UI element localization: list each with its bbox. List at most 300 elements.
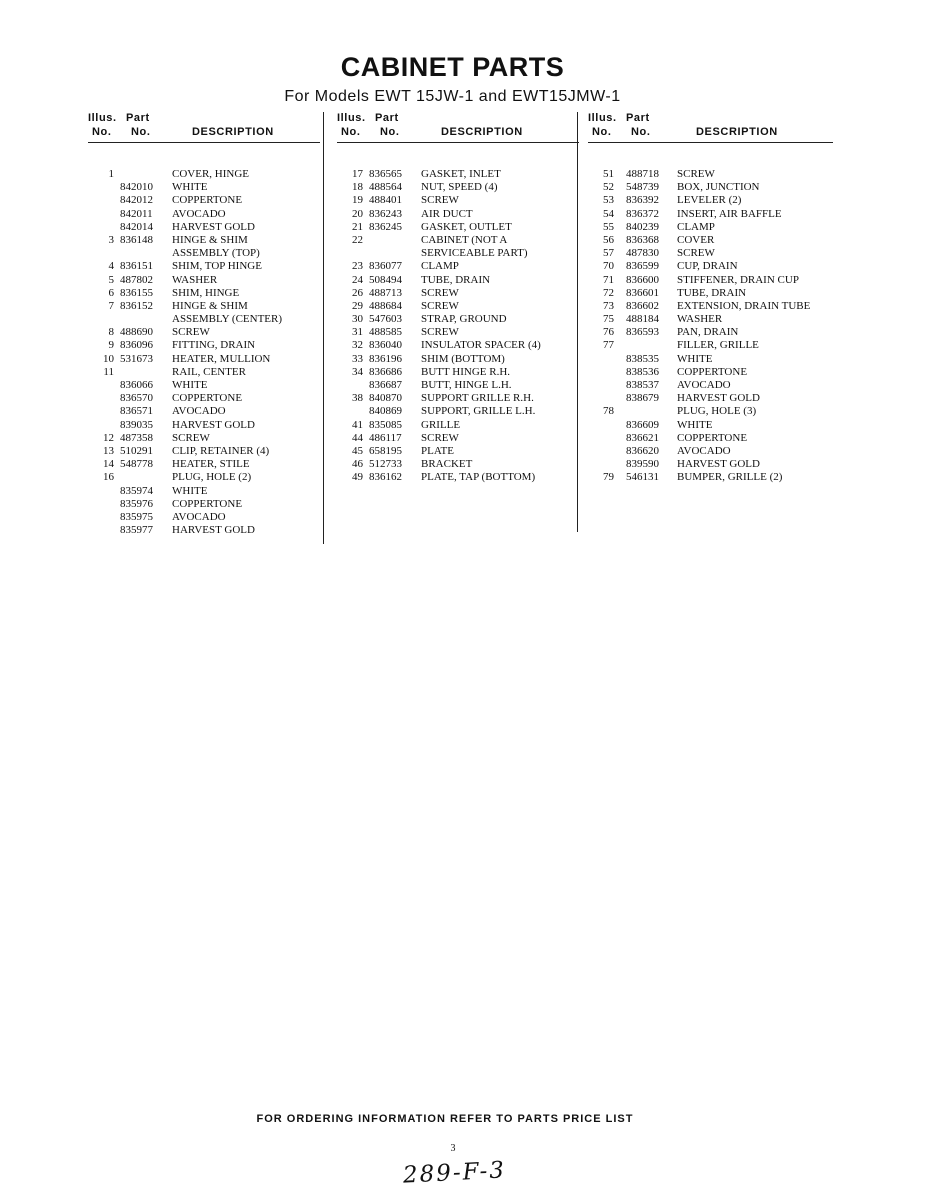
part-description: COPPERTONE <box>172 194 243 207</box>
part-description: AVOCADO <box>172 510 226 523</box>
part-number: 836155 <box>120 286 153 299</box>
part-number: 486117 <box>369 431 402 444</box>
header-rule <box>88 142 320 143</box>
header-description: DESCRIPTION <box>696 126 778 138</box>
part-description: BUTT, HINGE L.H. <box>421 379 512 391</box>
illus-number: 4 <box>108 260 114 273</box>
part-description: AVOCADO <box>172 207 226 220</box>
part-description: HARVEST GOLD <box>172 220 255 233</box>
illus-number: 1 <box>108 168 114 180</box>
table-row <box>337 379 579 392</box>
illus-number: 56 <box>603 233 614 246</box>
part-description: TUBE, DRAIN <box>677 286 747 299</box>
table-row <box>337 313 579 326</box>
part-number: 836368 <box>626 233 659 246</box>
table-row <box>337 247 579 260</box>
part-description: COVER, HINGE <box>172 168 249 180</box>
table-row <box>337 287 579 300</box>
part-number: 488718 <box>626 168 659 180</box>
table-row <box>588 181 833 194</box>
column-header <box>588 110 833 142</box>
part-description: PAN, DRAIN <box>677 326 739 339</box>
part-number: 836151 <box>120 260 153 273</box>
illus-number: 14 <box>103 458 114 471</box>
table-row <box>588 445 833 458</box>
illus-number: 57 <box>603 247 614 260</box>
part-description: SHIM (BOTTOM) <box>421 352 505 365</box>
table-row <box>588 379 833 392</box>
part-description: CLAMP <box>421 260 459 273</box>
illus-number: 9 <box>108 339 114 352</box>
part-number: 658195 <box>369 444 402 457</box>
part-description: SCREW <box>421 431 459 444</box>
illus-number: 79 <box>603 471 614 484</box>
part-description: AVOCADO <box>677 444 731 457</box>
illus-number: 54 <box>603 207 614 220</box>
illus-number: 38 <box>352 392 363 405</box>
part-number: 836096 <box>120 339 153 352</box>
part-number: 547603 <box>369 313 402 326</box>
illus-number: 13 <box>103 444 114 457</box>
illus-number: 51 <box>603 168 614 180</box>
table-row <box>337 353 579 366</box>
table-row <box>588 208 833 221</box>
part-description: COPPERTONE <box>677 431 748 444</box>
illus-number: 21 <box>352 220 363 233</box>
table-row <box>337 260 579 273</box>
table-row <box>588 287 833 300</box>
illus-number: 76 <box>603 326 614 339</box>
header-part-no: No. <box>131 126 151 138</box>
table-row <box>337 366 579 379</box>
part-description: BUTT HINGE R.H. <box>421 365 511 378</box>
part-description: HARVEST GOLD <box>172 418 255 431</box>
part-description: RAIL, CENTER <box>172 365 246 378</box>
part-description: PLUG, HOLE (2) <box>172 471 252 484</box>
part-description: HEATER, STILE <box>172 458 250 471</box>
part-description: CLIP, RETAINER (4) <box>172 444 270 457</box>
column-divider <box>577 112 578 532</box>
part-description: SCREW <box>421 299 459 312</box>
illus-number: 73 <box>603 299 614 312</box>
part-description: PLUG, HOLE (3) <box>677 405 757 418</box>
table-row <box>588 313 833 326</box>
part-description: WHITE <box>172 484 208 497</box>
part-number: 510291 <box>120 444 153 457</box>
part-description: HARVEST GOLD <box>172 524 255 537</box>
header-description: DESCRIPTION <box>441 126 523 138</box>
table-row <box>88 208 320 221</box>
table-row <box>88 485 320 498</box>
table-row <box>88 287 320 300</box>
illus-number: 70 <box>603 260 614 273</box>
part-number: 836601 <box>626 286 659 299</box>
illus-number: 78 <box>603 405 614 418</box>
part-number: 488690 <box>120 326 153 339</box>
table-row <box>337 419 579 432</box>
illus-number: 23 <box>352 260 363 273</box>
header-part-no: No. <box>631 126 651 138</box>
illus-number: 12 <box>103 431 114 444</box>
part-description: COPPERTONE <box>172 392 243 405</box>
header-illus: Illus. <box>337 112 366 124</box>
part-number: 836565 <box>369 168 402 180</box>
part-number: 836162 <box>369 471 402 484</box>
part-number: 488401 <box>369 194 402 207</box>
illus-number: 18 <box>352 181 363 194</box>
part-number: 835974 <box>120 484 153 497</box>
table-row <box>588 471 833 484</box>
part-number: 487830 <box>626 247 659 260</box>
part-description: NUT, SPEED (4) <box>421 181 498 194</box>
illus-number: 30 <box>352 313 363 326</box>
part-number: 836609 <box>626 418 659 431</box>
part-description: SCREW <box>677 247 715 260</box>
table-row <box>88 524 320 537</box>
table-row <box>337 405 579 418</box>
part-number: 835975 <box>120 510 153 523</box>
part-description: WASHER <box>677 313 723 326</box>
part-description: INSERT, AIR BAFFLE <box>677 207 782 220</box>
part-number: 835085 <box>369 418 402 431</box>
illus-number: 11 <box>103 365 114 378</box>
illus-number: 49 <box>352 471 363 484</box>
part-number: 836077 <box>369 260 402 273</box>
part-number: 836620 <box>626 444 659 457</box>
table-row <box>88 392 320 405</box>
illus-number: 71 <box>603 273 614 286</box>
header-description: DESCRIPTION <box>192 126 274 138</box>
illus-number: 53 <box>603 194 614 207</box>
page-title: CABINET PARTS <box>340 52 565 82</box>
part-description: CABINET (NOT A <box>421 233 508 246</box>
header-illus-no: No. <box>592 126 612 138</box>
part-description: SERVICEABLE PART) <box>421 247 528 260</box>
part-description: SUPPORT GRILLE R.H. <box>421 392 534 405</box>
table-row <box>88 274 320 287</box>
table-row <box>588 300 833 313</box>
part-number: 487358 <box>120 431 153 444</box>
part-description: PLATE <box>421 444 454 457</box>
part-number: 840870 <box>369 392 402 405</box>
part-description: HINGE & SHIM <box>172 233 248 246</box>
part-description: STIFFENER, DRAIN CUP <box>677 273 799 286</box>
illus-number: 6 <box>108 286 114 299</box>
illus-number: 24 <box>352 273 363 286</box>
part-number: 836243 <box>369 207 402 220</box>
illus-number: 17 <box>352 168 363 180</box>
part-description: BOX, JUNCTION <box>677 181 760 194</box>
illus-number: 44 <box>352 431 363 444</box>
part-number: 842014 <box>120 220 153 233</box>
illus-number: 8 <box>108 326 114 339</box>
part-description: HEATER, MULLION <box>172 352 271 365</box>
table-row <box>337 208 579 221</box>
illus-number: 52 <box>603 181 614 194</box>
page-subtitle: For Models EWT 15JW-1 and EWT15JMW-1 <box>284 88 621 105</box>
table-row <box>88 247 320 260</box>
column-header <box>337 110 579 142</box>
table-row <box>337 274 579 287</box>
part-description: SCREW <box>172 431 210 444</box>
table-row <box>588 260 833 273</box>
parts-column-1 <box>88 110 320 537</box>
part-number: 840239 <box>626 220 659 233</box>
header-part: Part <box>375 112 399 124</box>
part-description: SCREW <box>421 326 459 339</box>
part-number: 488684 <box>369 299 402 312</box>
column-divider <box>323 112 324 544</box>
table-row <box>88 260 320 273</box>
table-row <box>588 432 833 445</box>
table-row <box>88 181 320 194</box>
part-number: 546131 <box>626 471 659 484</box>
table-row <box>337 458 579 471</box>
part-description: COPPERTONE <box>172 497 243 510</box>
table-row <box>88 419 320 432</box>
table-row <box>88 445 320 458</box>
illus-number: 32 <box>352 339 363 352</box>
illus-number: 5 <box>108 273 114 286</box>
part-number: 836687 <box>369 379 402 391</box>
table-row <box>88 432 320 445</box>
part-number: 836392 <box>626 194 659 207</box>
table-row <box>88 405 320 418</box>
part-description: EXTENSION, DRAIN TUBE <box>677 299 811 312</box>
part-number: 548778 <box>120 458 153 471</box>
illus-number: 29 <box>352 299 363 312</box>
part-number: 836152 <box>120 299 153 312</box>
table-row <box>337 326 579 339</box>
part-number: 488585 <box>369 326 402 339</box>
table-row <box>588 326 833 339</box>
part-number: 842010 <box>120 181 153 194</box>
table-row <box>88 221 320 234</box>
illus-number: 41 <box>352 418 363 431</box>
part-number: 487802 <box>120 273 153 286</box>
part-number: 836148 <box>120 233 153 246</box>
parts-column-3 <box>588 110 833 485</box>
part-number: 488713 <box>369 286 402 299</box>
table-row <box>588 168 833 181</box>
part-number: 836599 <box>626 260 659 273</box>
table-row <box>88 326 320 339</box>
header-part: Part <box>126 112 150 124</box>
part-description: LEVELER (2) <box>677 194 742 207</box>
table-row <box>88 168 320 181</box>
part-number: 838536 <box>626 365 659 378</box>
part-description: STRAP, GROUND <box>421 313 507 326</box>
table-row <box>337 471 579 484</box>
table-row <box>588 274 833 287</box>
header-illus: Illus. <box>588 112 617 124</box>
part-number: 842011 <box>120 207 153 220</box>
part-description: BRACKET <box>421 458 473 471</box>
illus-number: 10 <box>103 352 114 365</box>
table-row <box>588 353 833 366</box>
table-row <box>337 339 579 352</box>
part-number: 839035 <box>120 418 153 431</box>
table-row <box>588 419 833 432</box>
part-description: HARVEST GOLD <box>677 392 760 405</box>
parts-rows <box>337 168 579 485</box>
part-number: 512733 <box>369 458 402 471</box>
table-row <box>337 445 579 458</box>
table-row <box>588 458 833 471</box>
part-number: 531673 <box>120 352 153 365</box>
parts-rows <box>588 168 833 485</box>
handwritten-note: 289-F-3 <box>402 1157 507 1189</box>
part-description: ASSEMBLY (TOP) <box>172 247 260 260</box>
part-description: AIR DUCT <box>421 207 473 220</box>
table-row <box>588 234 833 247</box>
part-description: CUP, DRAIN <box>677 260 738 273</box>
table-row <box>337 432 579 445</box>
part-description: GASKET, INLET <box>421 168 501 180</box>
table-row <box>88 458 320 471</box>
part-description: HARVEST GOLD <box>677 458 760 471</box>
table-row <box>588 247 833 260</box>
table-row <box>337 300 579 313</box>
part-description: WHITE <box>677 352 713 365</box>
part-number: 836600 <box>626 273 659 286</box>
table-row <box>588 392 833 405</box>
table-row <box>88 471 320 484</box>
part-number: 836040 <box>369 339 402 352</box>
part-description: SCREW <box>172 326 210 339</box>
header-illus-no: No. <box>92 126 112 138</box>
part-description: COVER <box>677 233 715 246</box>
part-number: 840869 <box>369 405 402 418</box>
illus-number: 33 <box>352 352 363 365</box>
part-description: PLATE, TAP (BOTTOM) <box>421 471 536 484</box>
header-illus: Illus. <box>88 112 117 124</box>
part-description: SCREW <box>677 168 715 180</box>
part-description: SUPPORT, GRILLE L.H. <box>421 405 536 418</box>
part-number: 836593 <box>626 326 659 339</box>
part-description: SHIM, TOP HINGE <box>172 260 262 273</box>
table-row <box>337 194 579 207</box>
part-description: BUMPER, GRILLE (2) <box>677 471 783 484</box>
table-row <box>88 498 320 511</box>
illus-number: 7 <box>108 299 114 312</box>
illus-number: 46 <box>352 458 363 471</box>
part-description: WHITE <box>172 379 208 391</box>
table-row <box>88 194 320 207</box>
table-row <box>88 366 320 379</box>
column-header <box>88 110 320 142</box>
table-row <box>88 339 320 352</box>
illus-number: 77 <box>603 339 614 352</box>
header-rule <box>588 142 833 143</box>
part-description: GRILLE <box>421 418 461 431</box>
table-row <box>588 366 833 379</box>
part-description: SCREW <box>421 194 459 207</box>
part-description: HINGE & SHIM <box>172 299 248 312</box>
table-row <box>588 221 833 234</box>
part-number: 835977 <box>120 524 153 537</box>
table-row <box>337 392 579 405</box>
part-number: 842012 <box>120 194 153 207</box>
table-row <box>88 379 320 392</box>
table-row <box>588 405 833 418</box>
page-number: 3 <box>450 1143 456 1154</box>
table-row <box>337 221 579 234</box>
ordering-footer: FOR ORDERING INFORMATION REFER TO PARTS PRICE LIST <box>256 1113 634 1125</box>
part-description: WASHER <box>172 273 218 286</box>
part-description: AVOCADO <box>172 405 226 418</box>
table-row <box>88 234 320 247</box>
table-row <box>337 181 579 194</box>
part-description: GASKET, OUTLET <box>421 220 512 233</box>
part-description: COPPERTONE <box>677 365 748 378</box>
illus-number: 45 <box>352 444 363 457</box>
part-number: 836196 <box>369 352 402 365</box>
part-number: 836570 <box>120 392 153 405</box>
part-description: SHIM, HINGE <box>172 286 240 299</box>
part-number: 836066 <box>120 379 153 391</box>
part-number: 836571 <box>120 405 153 418</box>
table-row <box>337 234 579 247</box>
header-illus-no: No. <box>341 126 361 138</box>
illus-number: 22 <box>352 233 363 246</box>
table-row <box>588 194 833 207</box>
part-description: CLAMP <box>677 220 715 233</box>
part-description: ASSEMBLY (CENTER) <box>172 313 283 326</box>
part-number: 838537 <box>626 379 659 391</box>
illus-number: 16 <box>103 471 114 484</box>
part-number: 839590 <box>626 458 659 471</box>
part-number: 838535 <box>626 352 659 365</box>
illus-number: 31 <box>352 326 363 339</box>
part-description: SCREW <box>421 286 459 299</box>
illus-number: 75 <box>603 313 614 326</box>
part-number: 488184 <box>626 313 659 326</box>
table-row <box>88 300 320 313</box>
illus-number: 3 <box>108 233 114 246</box>
parts-rows <box>88 168 320 537</box>
table-row <box>337 168 579 181</box>
part-number: 488564 <box>369 181 402 194</box>
illus-number: 26 <box>352 286 363 299</box>
part-number: 836245 <box>369 220 402 233</box>
illus-number: 55 <box>603 220 614 233</box>
table-row <box>88 353 320 366</box>
part-description: AVOCADO <box>677 379 731 391</box>
illus-number: 34 <box>352 365 363 378</box>
part-number: 548739 <box>626 181 659 194</box>
part-description: FITTING, DRAIN <box>172 339 256 352</box>
header-part-no: No. <box>380 126 400 138</box>
part-number: 836621 <box>626 431 659 444</box>
part-description: INSULATOR SPACER (4) <box>421 339 541 352</box>
part-description: WHITE <box>677 418 713 431</box>
part-number: 836686 <box>369 365 402 378</box>
part-number: 838679 <box>626 392 659 405</box>
part-description: TUBE, DRAIN <box>421 273 491 286</box>
part-number: 508494 <box>369 273 402 286</box>
illus-number: 20 <box>352 207 363 220</box>
part-number: 836602 <box>626 299 659 312</box>
part-description: FILLER, GRILLE <box>677 339 759 352</box>
illus-number: 19 <box>352 194 363 207</box>
part-number: 835976 <box>120 497 153 510</box>
illus-number: 72 <box>603 286 614 299</box>
header-part: Part <box>626 112 650 124</box>
parts-column-2 <box>337 110 579 485</box>
table-row <box>588 339 833 352</box>
table-row <box>88 313 320 326</box>
